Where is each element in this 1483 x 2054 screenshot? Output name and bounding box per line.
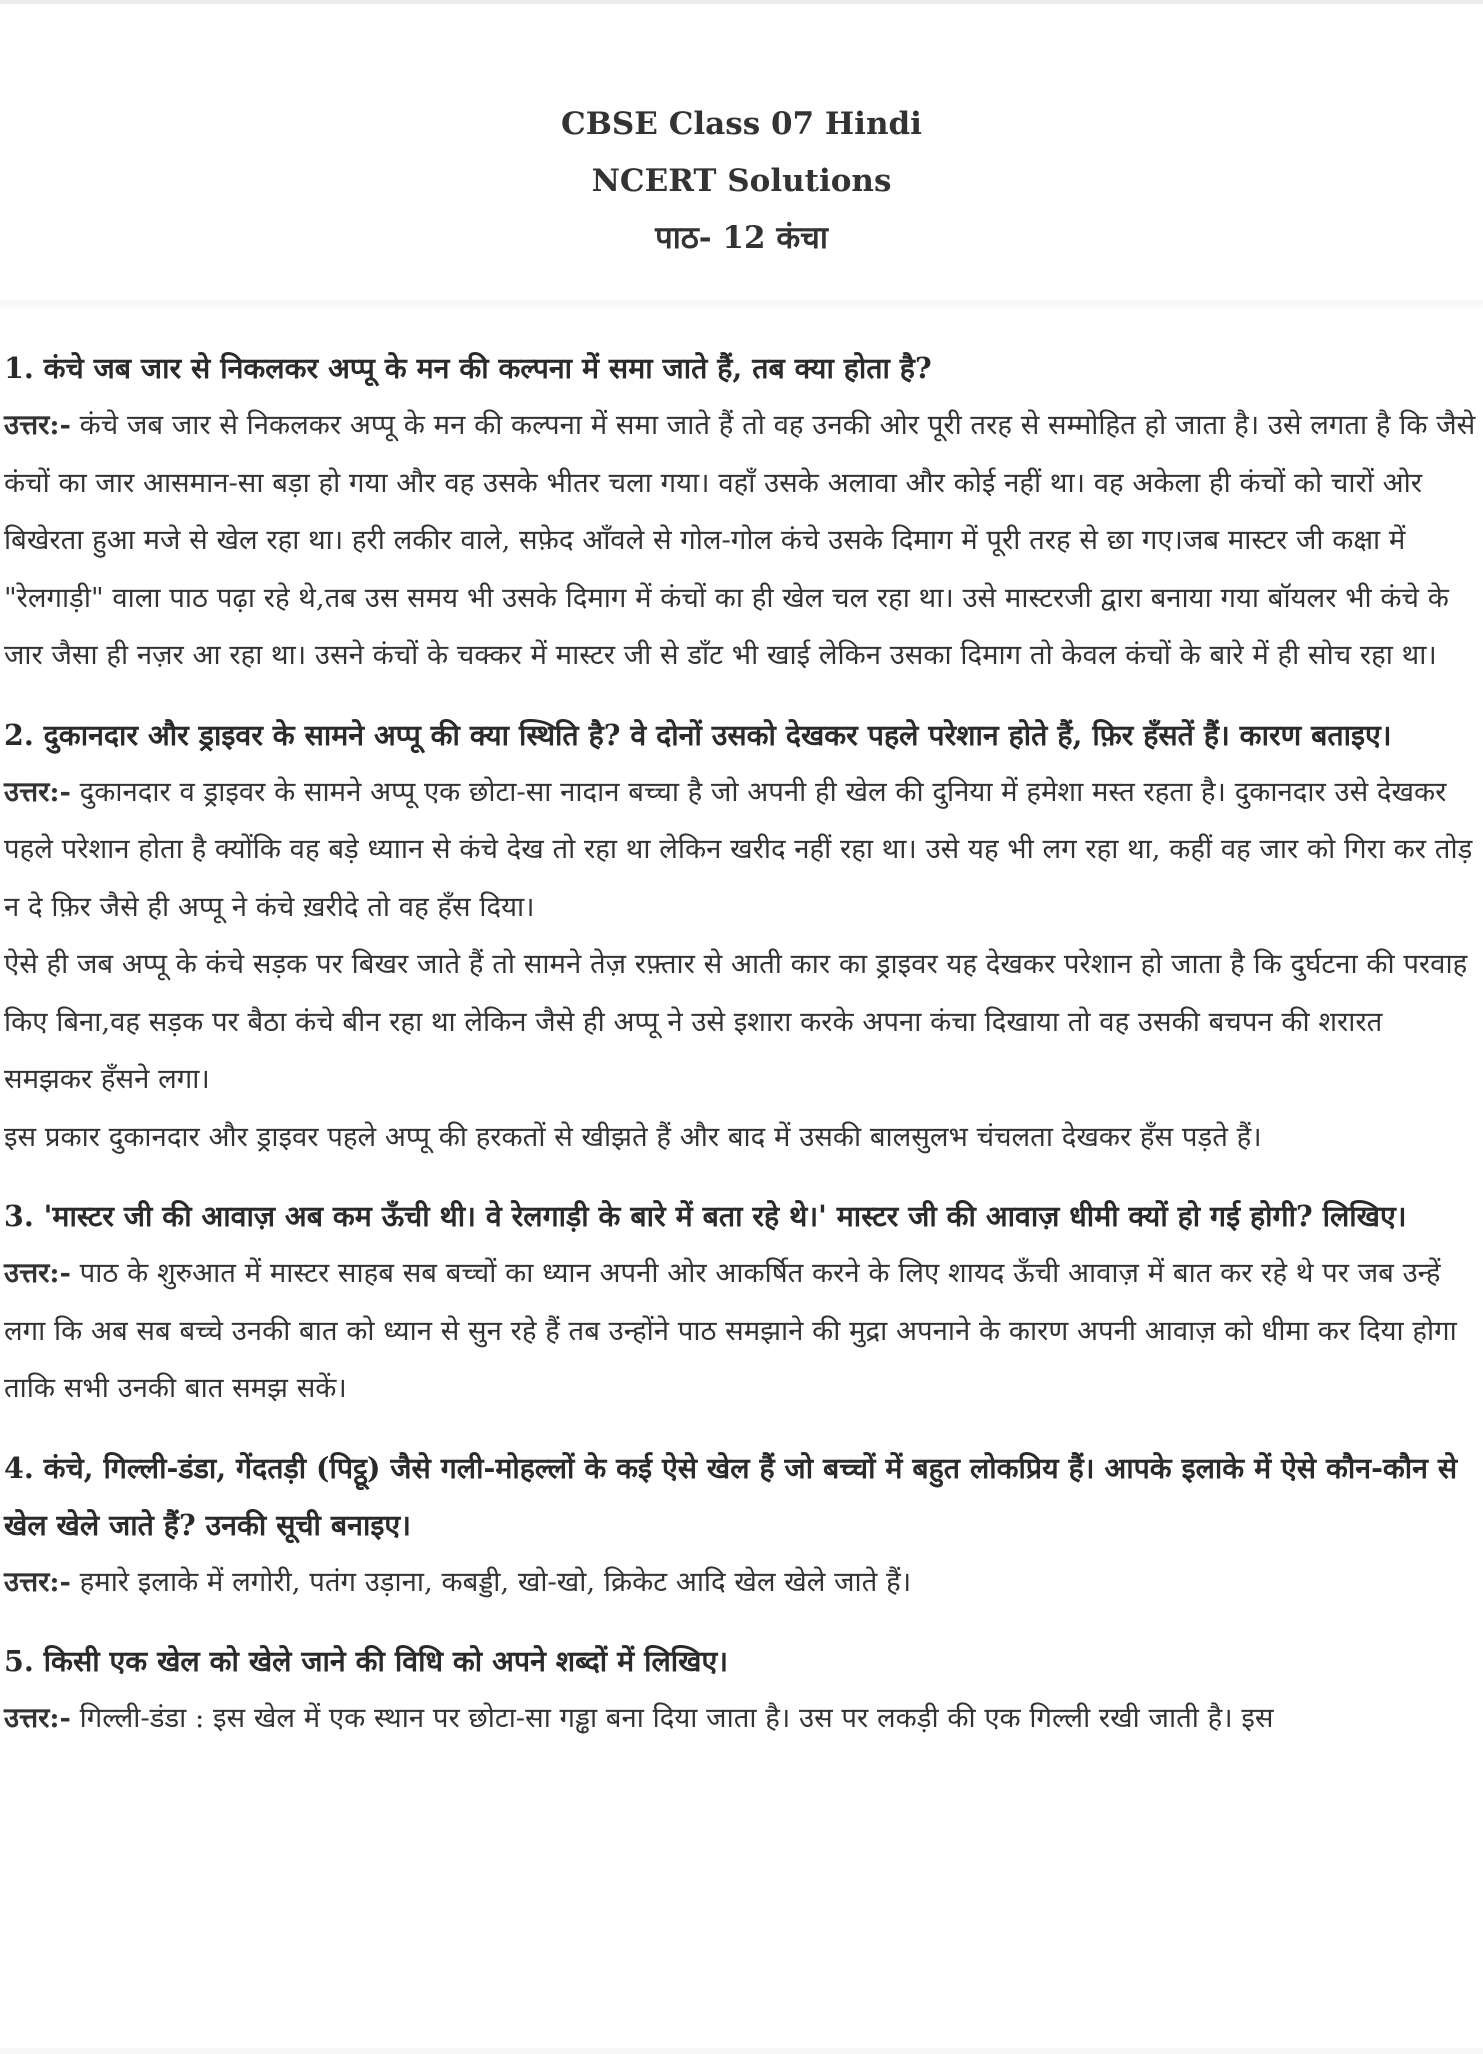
answer-label: उत्तर:- <box>4 1702 71 1734</box>
qa-item-4 <box>4 1440 1477 1612</box>
question-1: 1. कंचे जब जार से निकलकर अप्पू के मन की कल्पना में समा जाते हैं, तब क्या होता है? <box>4 351 932 385</box>
answer-4-text-1: हमारे इलाके में लगोरी, पतंग उड़ाना, कबड्डी, खो-खो, क्रिकेट आदि खेल खेले जाते हैं। <box>79 1565 912 1598</box>
answer-label: उत्तर:- <box>4 1257 71 1289</box>
answer-1-text-1: कंचे जब जार से निकलकर अप्पू के मन की कल्पना में समा जाते हैं तो वह उनकी ओर पूरी तरह से सम्मोहित हो जाता है। उसे लगता है कि जैसे कंचों का जार आसमान-सा बड़ा हो गया और वह उसके भीतर चला गया। वहाँ उसके अलावा और कोई नहीं था। वह अकेला ही कंचों को चारों ओर बिखेरता हुआ मजे से खेल रहा था। हरी लकीर वाले, सफ़ेद आँवले से गोल-गोल कंचे उसके दिमाग में पूरी तरह से छा गए।जब मास्टर जी कक्षा में "रेलगाड़ी" वाला पाठ पढ़ा रहे थे,तब उस समय भी उसके दिमाग में कंचों का ही खेल चल रहा था। उसे मास्टरजी द्वारा बनाया गया बॉयलर भी कंचे के जार जैसा ही नज़र आ रहा था। उसने कंचों के चक्कर में मास्टर जी से डाँट भी खाई लेकिन उसका दिमाग तो केवल कंचों के बारे में ही सोच रहा था। <box>4 409 1476 671</box>
answer-5-para-1 <box>4 1690 1477 1748</box>
header-title: CBSE Class 07 Hindi <box>561 106 922 142</box>
answer-label: उत्तर:- <box>4 775 71 808</box>
answer-3-text-1: पाठ के शुरुआत में मास्टर साहब सब बच्चों का ध्यान अपनी ओर आकर्षित करने के लिए शायद ऊँची आवाज़ में बात कर रहे थे पर जब उन्हें लगा कि अब सब बच्चे उनकी बात को ध्यान से सुन रहे हैं तब उन्होंने पाठ समझाने की मुद्रा अपनाने के कारण अपनी आवाज़ को धीमा कर दिया होगा ताकि सभी उनकी बात समझ सकें। <box>4 1257 1457 1404</box>
page-bottom-edge <box>0 2048 1483 2054</box>
answer-2-para-2: ऐसे ही जब अप्पू के कंचे सड़क पर बिखर जाते हैं तो सामने तेज़ रफ़्तार से आती कार का ड्राइवर यह देखकर परेशान हो जाता है कि दुर्घटना की परवाह किए बिना,वह सड़क पर बैठा कंचे बीन रहा था लेकिन जैसे ही अप्पू ने उसे इशारा करके अपना कंचा दिखाया तो वह उसकी बचपन की शरारत समझकर हँसने लगा। <box>4 948 1468 1095</box>
qa-item-2 <box>4 707 1477 1167</box>
document-header <box>0 96 1483 267</box>
page-top-border <box>0 0 1483 4</box>
answer-4 <box>4 1554 1477 1612</box>
answer-label: उत्तर:- <box>4 409 71 441</box>
answer-3-para-1 <box>4 1245 1477 1418</box>
qa-item-1 <box>4 340 1477 685</box>
answer-4-para-1 <box>4 1554 1477 1612</box>
question-2: 2. दुकानदार और ड्राइवर के सामने अप्पू की क्या स्थिति है? वे दोनों उसको देखकर पहले परेशान होते हैं, फ़िर हँसतें हैं। कारण बताइए। <box>4 717 1392 752</box>
answer-3 <box>4 1245 1477 1418</box>
qa-item-5 <box>4 1633 1477 1748</box>
answer-2-para-1 <box>4 764 1477 937</box>
answer-label: उत्तर:- <box>4 1565 71 1598</box>
header-chapter: पाठ- 12 कंचा <box>655 220 828 256</box>
answer-5 <box>4 1690 1477 1748</box>
question-5: 5. किसी एक खेल को खेले जाने की विधि को अपने शब्दों में लिखिए। <box>4 1644 729 1678</box>
answer-5-text-1: गिल्ली-डंडा : इस खेल में एक स्थान पर छोटा-सा गड्ढा बना दिया जाता है। उस पर लकड़ी की एक गिल्ली रखी जाती है। इस <box>79 1702 1274 1734</box>
answer-2 <box>4 764 1477 1167</box>
answer-2-text-1: दुकानदार व ड्राइवर के सामने अप्पू एक छोटा-सा नादान बच्चा है जो अपनी ही खेल की दुनिया में हमेशा मस्त रहता है। दुकानदार उसे देखकर पहले परेशान होता है क्योंकि वह बड़े ध्याान से कंचे देख तो रहा था लेकिन खरीद नहीं रहा था। उसे यह भी लग रहा था, कहीं वह जार को गिरा कर तोड़ न दे फ़िर जैसे ही अप्पू ने कंचे ख़रीदे तो वह हँस दिया। <box>4 775 1473 923</box>
question-4: 4. कंचे, गिल्ली-डंडा, गेंदतड़ी (पिट्ठू) जैसे गली-मोहल्लों के कई ऐसे खेल हैं जो बच्चों में बहुत लोकप्रिय हैं। आपके इलाके में ऐसे कौन-कौन से खेल खेले जाते हैं? उनकी सूची बनाइए। <box>4 1450 1458 1542</box>
header-subtitle: NCERT Solutions <box>591 163 892 199</box>
qa-content <box>4 340 1477 1770</box>
question-3: 3. 'मास्टर जी की आवाज़ अब कम ऊँची थी। वे रेलगाड़ी के बारे में बता रहे थे।' मास्टर जी की आवाज़ धीमी क्यों हो गई होगी? लिखिए। <box>4 1199 1407 1233</box>
answer-2-para-3: इस प्रकार दुकानदार और ड्राइवर पहले अप्पू की हरकतों से खीझते हैं और बाद में उसकी बालसुलभ चंचलता देखकर हँस पड़ते हैं। <box>4 1120 1262 1153</box>
answer-1-para-1 <box>4 397 1477 685</box>
header-divider <box>0 300 1483 308</box>
answer-1 <box>4 397 1477 685</box>
qa-item-3 <box>4 1188 1477 1418</box>
